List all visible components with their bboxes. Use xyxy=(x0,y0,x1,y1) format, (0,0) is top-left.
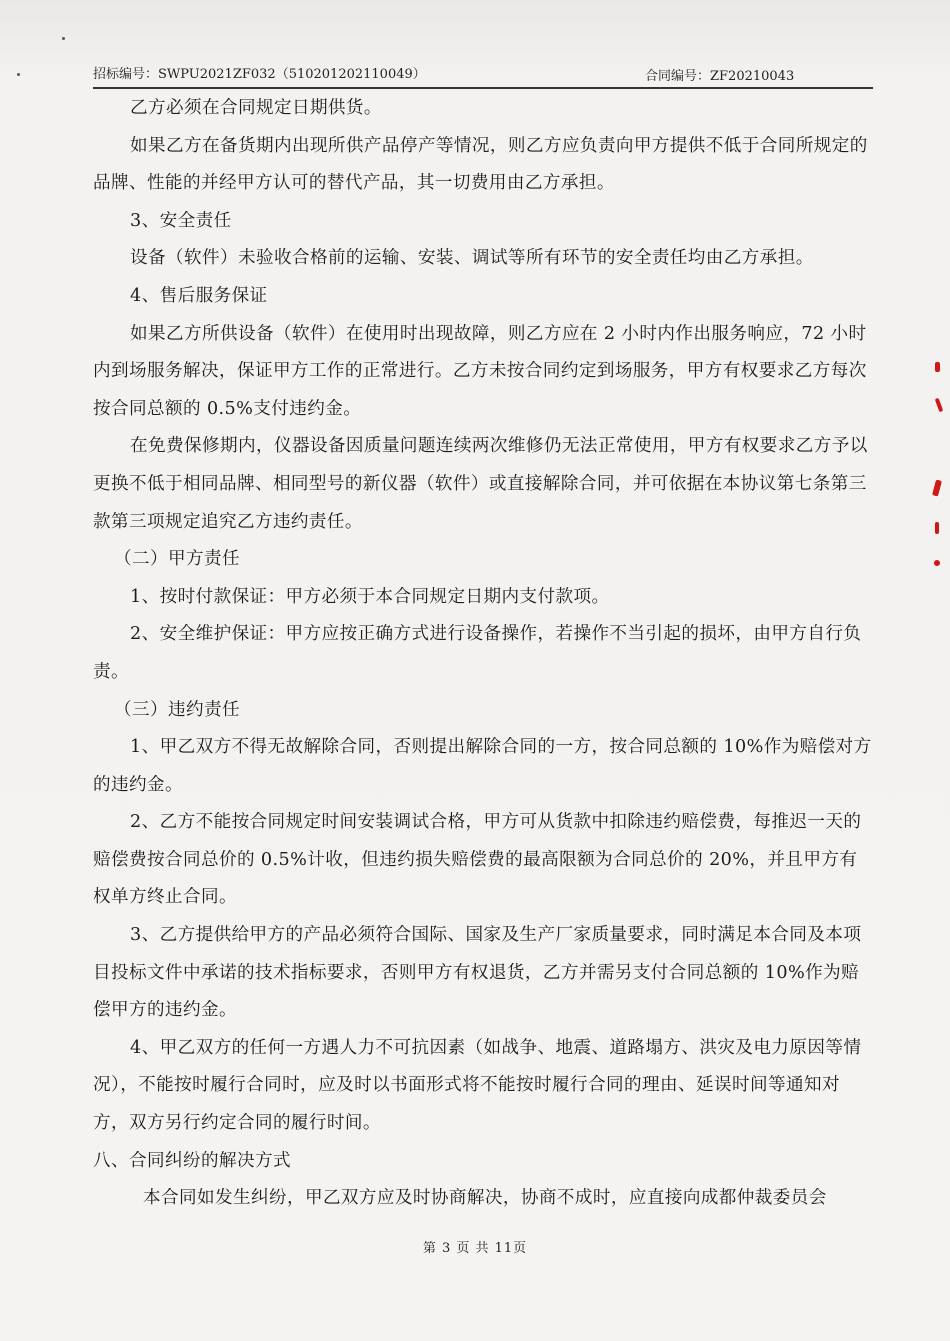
section-heading: 4、售后服务保证 xyxy=(130,285,268,306)
seal-fragment xyxy=(934,560,940,566)
header-rule xyxy=(93,87,873,89)
scan-speck xyxy=(62,37,65,40)
paragraph: 如果乙方在备货期内出现所供产品停产等情况，则乙方应负责向甲方提供不低于合同所规定的品牌、性能的并经甲方认可的替代产品，其一切费用由乙方承担。 xyxy=(93,135,868,194)
paragraph: 在免费保修期内，仪器设备因质量问题连续两次维修仍无法正常使用，甲方有权要求乙方予以更换不低于相同品牌、相同型号的新仪器（软件）或直接解除合同，并可依据在本协议第七条第三款第三项规定追究乙方违约责任。 xyxy=(93,436,868,532)
paragraph: 本合同如发生纠纷，甲乙双方应及时协商解决，协商不成时，应直接向成都仲裁委员会 xyxy=(143,1188,827,1209)
seal-fragment xyxy=(935,362,940,372)
seal-fragment xyxy=(932,479,942,496)
bid-number: 招标编号：SWPU2021ZF032（510201202110049） xyxy=(93,67,426,82)
paragraph: 如果乙方所供设备（软件）在使用时出现故障，则乙方应在 2 小时内作出服务响应，72 小时内到场服务解决，保证甲方工作的正常进行。乙方未按合同约定到场服务，甲方有权要求乙方每次按合同总额的 0.5%支付违约金。 xyxy=(93,323,867,419)
section-heading: （二）甲方责任 xyxy=(114,549,240,570)
seal-fragment xyxy=(935,522,939,534)
contract-number: 合同编号：ZF20210043 xyxy=(645,69,795,84)
paragraph: 1、甲乙双方不得无故解除合同，否则提出解除合同的一方，按合同总额的 10%作为赔偿对方的违约金。 xyxy=(93,737,872,795)
scan-speck xyxy=(17,73,20,76)
seal-fragment xyxy=(935,398,944,413)
paragraph: 2、乙方不能按合同规定时间安装调试合格，甲方可从货款中扣除违约赔偿费，每推迟一天的赔偿费按合同总价的 0.5%计收，但违约损失赔偿费的最高限额为合同总价的 20%，并且甲方有权单方终止合同。 xyxy=(93,812,862,908)
page-footer: 第 3 页 共 11页 xyxy=(422,1241,528,1256)
paragraph: 4、甲乙双方的任何一方遇人力不可抗因素（如战争、地震、道路塌方、洪灾及电力原因等情况），不能按时履行合同时，应及时以书面形式将不能按时履行合同的理由、延误时间等通知对方，双方另行约定合同的履行时间。 xyxy=(93,1037,862,1134)
section-heading: （三）违约责任 xyxy=(114,699,240,720)
page-header xyxy=(93,63,873,87)
paragraph: 1、按时付款保证：甲方必须于本合同规定日期内支付款项。 xyxy=(130,586,610,607)
section-heading: 3、安全责任 xyxy=(130,210,232,231)
paragraph: 设备（软件）未验收合格前的运输、安装、调试等所有环节的安全责任均由乙方承担。 xyxy=(130,248,814,269)
paragraph: 3、乙方提供给甲方的产品必须符合国际、国家及生产厂家质量要求，同时满足本合同及本项目投标文件中承诺的技术指标要求，否则甲方有权退货，乙方并需另支付合同总额的 10%作为赔偿甲方的违约金。 xyxy=(93,925,862,1021)
chapter-heading: 八、合同纠纷的解决方式 xyxy=(93,1150,291,1171)
contract-body xyxy=(93,90,875,1218)
paragraph: 2、安全维护保证：甲方应按正确方式进行设备操作，若操作不当引起的损坏，由甲方自行负责。 xyxy=(93,624,862,682)
paragraph: 乙方必须在合同规定日期供货。 xyxy=(130,98,382,118)
